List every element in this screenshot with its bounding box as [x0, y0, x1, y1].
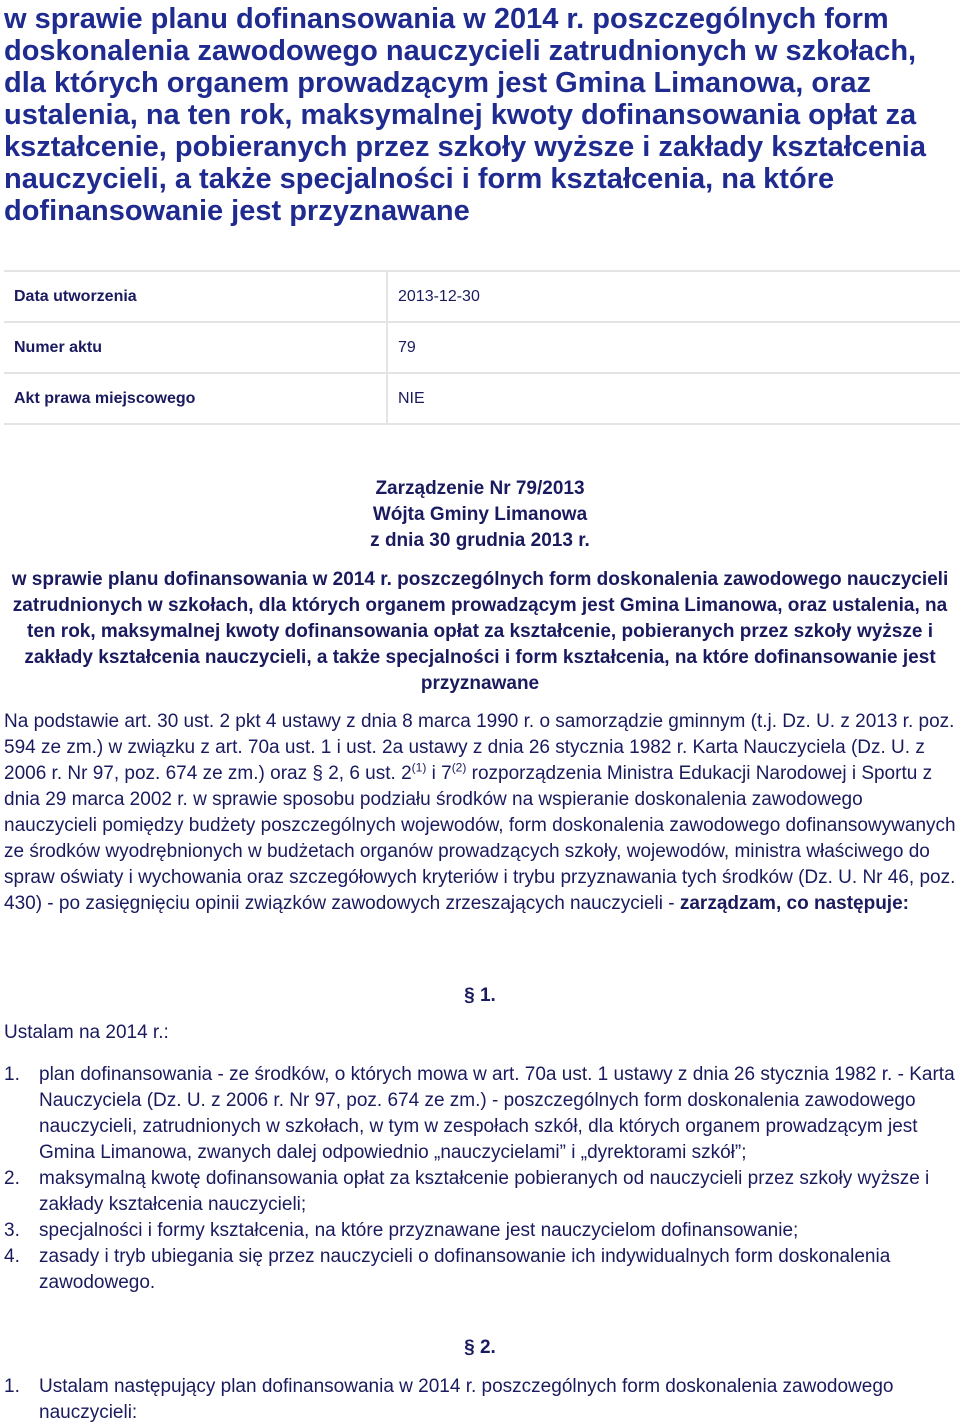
legal-basis-text-3: rozporządzenia Ministra Edukacji Narodowej i Sportu z dnia 29 marca 2002 r. w sprawie sposobu podziału środków na wspieranie doskonalenia zawodowego nauczycieli pomiędzy budżety poszczególnych wojewodów, form doskonalenia zawodowego dofinansowywanych ze środków wyodrębnionych w budżetach organów prowadzących szkoły, wojewodów, ministra właściwego do spraw oświaty i wychowania oraz szczegółowych kryteriów i trybu przyznawania tych środków (Dz. U. Nr 46, poz. 430) - po zasięgnięciu opinii związków zawodowych zrzeszających nauczycieli -: [4, 763, 956, 914]
list-item: [4, 1166, 956, 1218]
legal-basis: [4, 709, 956, 917]
metadata-table: [4, 270, 960, 425]
metadata-value-created: 2013-12-30: [387, 271, 960, 322]
list-item-text: specjalności i formy kształcenia, na które przyznawane jest nauczycielom dofinansowanie;: [39, 1220, 799, 1241]
list-item-text: plan dofinansowania - ze środków, o których mowa w art. 70a ust. 1 ustawy z dnia 26 stycznia 1982 r. - Karta Nauczyciela (Dz. U. z 2006 r. Nr 97, poz. 674 ze zm.) - poszczególnych form doskonalenia zawodowego nauczycieli, zatrudnionych w szkołach, w tym w zespołach szkół, dla których organem prowadzącym jest Gmina Limanowa, zwanych dalej odpowiednio „nauczycielami” i „dyrektorami szkół”;: [39, 1064, 955, 1163]
act-heading-number: Zarządzenie Nr 79/2013: [375, 478, 585, 499]
act-heading: [0, 476, 960, 554]
metadata-value-local-law: NIE: [387, 373, 960, 424]
act-heading-authority: Wójta Gminy Limanowa: [372, 504, 588, 525]
list-item-number: 1.: [4, 1376, 20, 1397]
legal-basis-text-1: Na podstawie art. 30 ust. 2 pkt 4 ustawy z dnia 8 marca 1990 r. o samorządzie gminnym (t.j. Dz. U. z 2013 r. poz. 594 ze zm.) w związku z art. 70a ust. 1 i ust. 2a ustawy z dnia 26 stycznia 1982 r. Karta Nauczyciela (Dz. U. z 2006 r. Nr 97, poz. 674 ze zm.) oraz § 2, 6 ust. 2: [4, 711, 955, 784]
list-item-text: Ustalam następujący plan dofinansowania w 2014 r. poszczególnych form doskonalenia zawodowego nauczycieli:: [39, 1376, 894, 1423]
act-subject: w sprawie planu dofinansowania w 2014 r. poszczególnych form doskonalenia zawodowego nauczycieli zatrudnionych w szkołach, dla których organem prowadzącym jest Gmina Limanowa, oraz ustalenia, na ten rok, maksymalnej kwoty dofinansowania opłat za kształcenie, pobieranych przez szkoły wyższe i zakłady kształcenia nauczycieli, a także specjalności i form kształcenia, na które dofinansowanie jest przyznawane: [11, 569, 949, 694]
list-item-number: 4.: [4, 1246, 20, 1267]
footnote-ref-1: (1): [411, 760, 427, 775]
legal-basis-text-2: i 7: [426, 763, 452, 784]
paragraph-2-list: [4, 1374, 956, 1426]
paragraph-2-mark: § 2.: [464, 1337, 496, 1358]
paragraph-1-intro: Ustalam na 2014 r.:: [4, 1022, 169, 1043]
metadata-label-number: Numer aktu: [4, 322, 387, 373]
act-heading-date: z dnia 30 grudnia 2013 r.: [370, 530, 590, 551]
footnote-ref-2: (2): [451, 760, 467, 775]
metadata-label-created: Data utworzenia: [4, 271, 387, 322]
list-item: [4, 1244, 956, 1296]
list-item-text: zasady i tryb ubiegania się przez nauczycieli o dofinansowanie ich indywidualnych form doskonalenia zawodowego.: [39, 1246, 891, 1293]
list-item: [4, 1062, 956, 1166]
list-item: [4, 1374, 956, 1426]
list-item-number: 2.: [4, 1168, 20, 1189]
metadata-value-number: 79: [387, 322, 960, 373]
metadata-row: [4, 271, 960, 322]
list-item: [4, 1218, 956, 1244]
paragraph-1-list: [4, 1062, 956, 1296]
metadata-label-local-law: Akt prawa miejscowego: [4, 373, 387, 424]
document-title: w sprawie planu dofinansowania w 2014 r. poszczególnych form doskonalenia zawodowego nauczycieli zatrudnionych w szkołach, dla których organem prowadzącym jest Gmina Limanowa, oraz ustalenia, na ten rok, maksymalnej kwoty dofinansowania opłat za kształcenie, pobieranych przez szkoły wyższe i zakłady kształcenia nauczycieli, a także specjalności i form kształcenia, na które dofinansowanie jest przyznawane: [4, 3, 926, 227]
metadata-row: [4, 373, 960, 424]
paragraph-1-mark: § 1.: [464, 985, 496, 1006]
enacting-clause: zarządzam, co następuje:: [679, 893, 909, 914]
list-item-number: 1.: [4, 1064, 20, 1085]
list-item-text: maksymalną kwotę dofinansowania opłat za kształcenie pobieranych od nauczycieli przez szkoły wyższe i zakłady kształcenia nauczycieli;: [39, 1168, 930, 1215]
list-item-number: 3.: [4, 1220, 20, 1241]
metadata-row: [4, 322, 960, 373]
